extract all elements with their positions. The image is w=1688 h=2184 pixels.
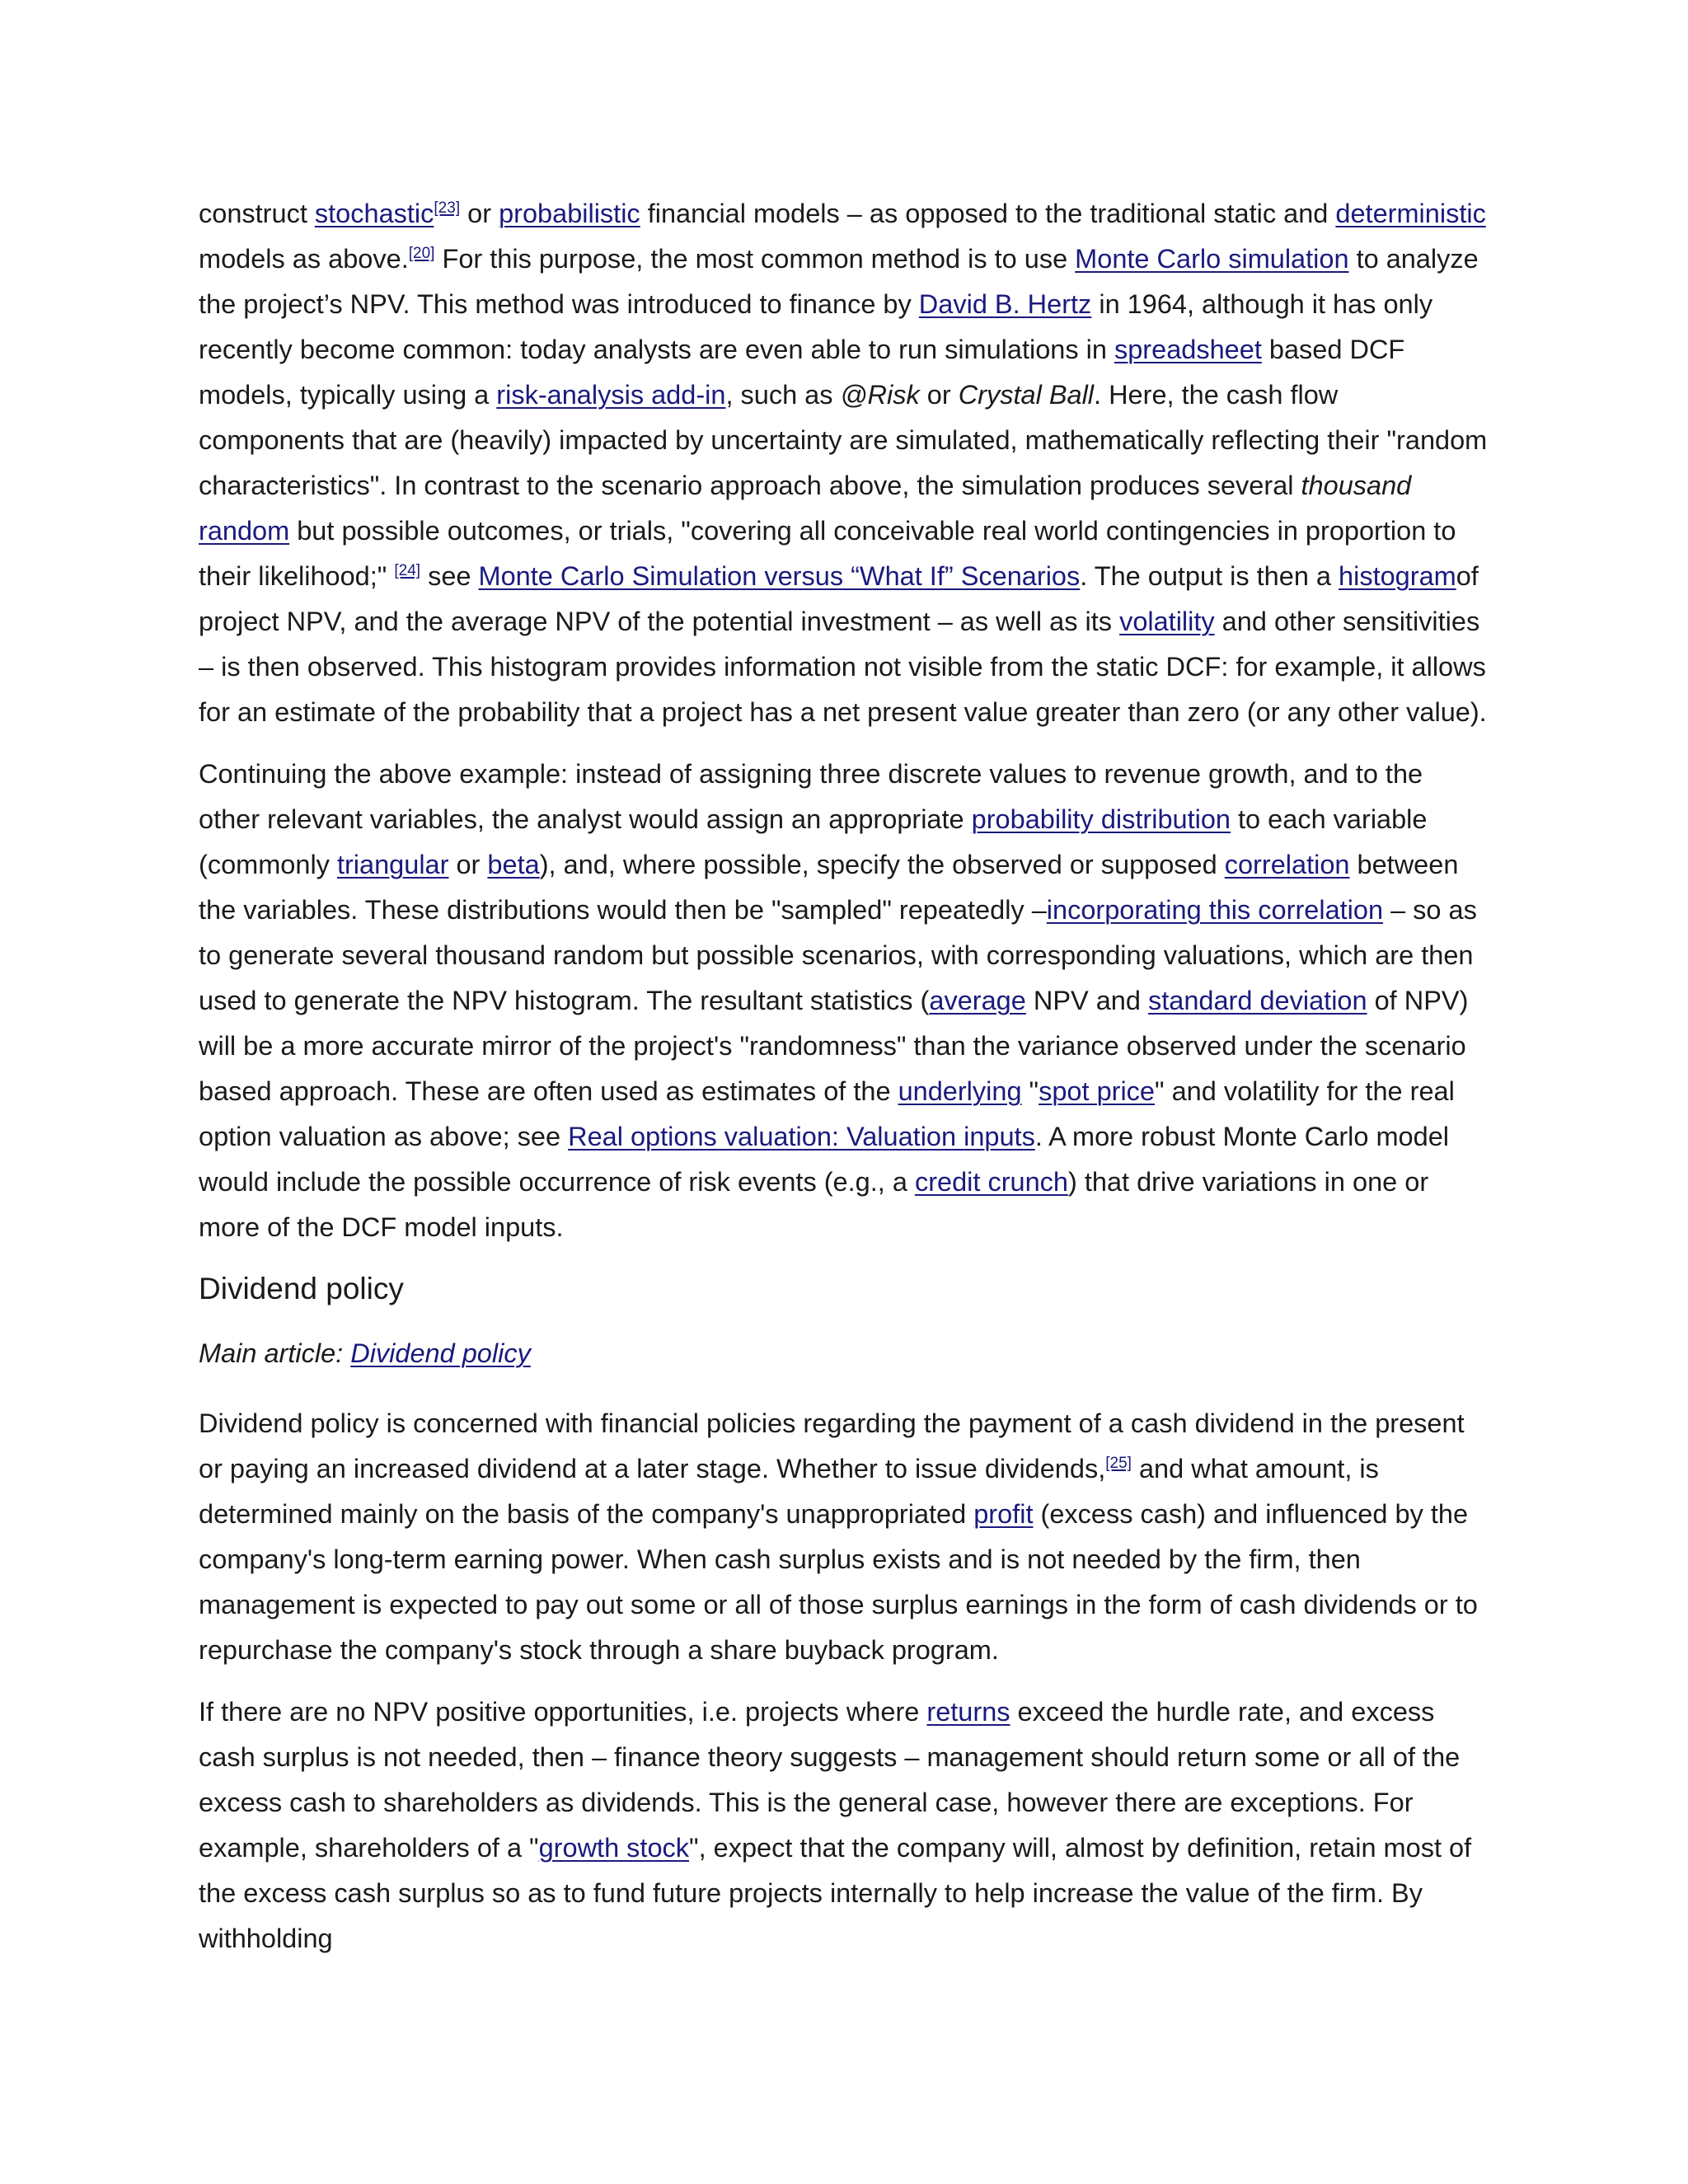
ref-link-20[interactable]: [20] <box>408 245 435 263</box>
main-article-note: Main article: Dividend policy <box>199 1338 531 1368</box>
section-heading-dividend-policy: Dividend policy <box>199 1272 404 1305</box>
link-histogram[interactable]: histogram <box>1339 561 1456 591</box>
ref-link-23[interactable]: [23] <box>434 199 461 218</box>
emphasis-thousand: thousand <box>1301 471 1412 500</box>
link-risk-analysis-add-in[interactable]: risk-analysis add-in <box>496 380 726 410</box>
link-probabilistic[interactable]: probabilistic <box>499 199 640 228</box>
link-beta[interactable]: beta <box>487 850 540 879</box>
link-monte-carlo-simulation[interactable]: Monte Carlo simulation <box>1075 244 1349 274</box>
link-profit[interactable]: profit <box>973 1499 1034 1529</box>
document-body <box>199 191 1489 1961</box>
paragraph-dividend-policy: Dividend policy is concerned with financial policies regarding the payment of a cash dividend in the present or paying an increased dividend at a later stage. Whether to issue dividends,[25] and what amount, is determined mainly on the basis of the company's unappropriated profit (excess cash) and influenced by the company's long-term earning power. When cash surplus exists and is not needed by the firm, then management is expected to pay out some or all of those surplus earnings in the form of cash dividends or to repurchase the company's stock through a share buyback program. <box>199 1408 1478 1665</box>
link-dividend-policy-main[interactable]: Dividend policy <box>350 1338 531 1368</box>
reference-23 <box>434 199 460 217</box>
link-spreadsheet[interactable]: spreadsheet <box>1114 335 1262 364</box>
link-volatility[interactable]: volatility <box>1119 607 1215 636</box>
link-credit-crunch[interactable]: credit crunch <box>914 1167 1068 1197</box>
link-probability-distribution[interactable]: probability distribution <box>971 804 1231 834</box>
reference-25 <box>1105 1455 1132 1472</box>
reference-24 <box>394 562 420 579</box>
link-random[interactable]: random <box>199 516 290 546</box>
link-growth-stock[interactable]: growth stock <box>538 1833 690 1863</box>
ref-link-24[interactable]: [24] <box>394 562 421 580</box>
product-risk: @Risk <box>840 380 920 410</box>
link-standard-deviation[interactable]: standard deviation <box>1147 986 1367 1015</box>
ref-link-25[interactable]: [25] <box>1105 1455 1132 1473</box>
link-deterministic[interactable]: deterministic <box>1335 199 1486 228</box>
link-david-b-hertz[interactable]: David B. Hertz <box>918 289 1092 319</box>
link-spot-price[interactable]: spot price <box>1039 1076 1156 1106</box>
paragraph-npv-opportunities: If there are no NPV positive opportunities, i.e. projects where returns exceed the hurdle rate, and excess cash surplus is not needed, then – finance theory suggests – management should return some or all of the excess cash to shareholders as dividends. This is the general case, however there are exceptions. For example, shareholders of a "growth stock", expect that the company will, almost by definition, retain most of the excess cash surplus so as to fund future projects internally to help increase the value of the firm. By withholding <box>199 1697 1472 1953</box>
link-average[interactable]: average <box>929 986 1026 1015</box>
link-incorporating-correlation[interactable]: incorporating this correlation <box>1046 895 1384 925</box>
product-crystal-ball: Crystal Ball <box>958 380 1095 410</box>
paragraph-monte-carlo: construct stochastic[23] or probabilistic financial models – as opposed to the traditional static and deterministic models as above.[20] For this purpose, the most common method is to use Monte Carlo simulation to analyze the project’s NPV. This method was introduced to finance by David B. Hertz in 1964, although it has only recently become common: today analysts are even able to run simulations in spreadsheet based DCF models, typically using a risk-analysis add-in, such as @Risk or Crystal Ball. Here, the cash flow components that are (heavily) impacted by uncertainty are simulated, mathematically reflecting their "random characteristics". In contrast to the scenario approach above, the simulation produces several thousand random but possible outcomes, or trials, "covering all conceivable real world contingencies in proportion to their likelihood;" [24] see Monte Carlo Simulation versus “What If” Scenarios. The output is then a histogramof project NPV, and the average NPV of the potential investment – as well as its volatility and other sensitivities – is then observed. This histogram provides information not visible from the static DCF: for example, it allows for an estimate of the probability that a project has a net present value greater than zero (or any other value). <box>199 199 1488 727</box>
link-stochastic[interactable]: stochastic <box>314 199 434 228</box>
link-real-options-valuation[interactable]: Real options valuation: Valuation inputs <box>568 1122 1035 1151</box>
link-underlying[interactable]: underlying <box>898 1076 1022 1106</box>
reference-20 <box>409 245 435 262</box>
link-monte-carlo-vs-what-if[interactable]: Monte Carlo Simulation versus “What If” Scenarios <box>478 561 1081 591</box>
link-correlation[interactable]: correlation <box>1224 850 1350 879</box>
link-triangular[interactable]: triangular <box>336 850 449 879</box>
paragraph-continuing-example: Continuing the above example: instead of assigning three discrete values to revenue growth, and to the other relevant variables, the analyst would assign an appropriate probability distribution to each variable (commonly triangular or beta), and, where possible, specify the observed or supposed correlation between the variables. These distributions would then be "sampled" repeatedly –incorporating this correlation – so as to generate several thousand random but possible scenarios, with corresponding valuations, which are then used to generate the NPV histogram. The resultant statistics (average NPV and standard deviation of NPV) will be a more accurate mirror of the project's "randomness" than the variance observed under the scenario based approach. These are often used as estimates of the underlying "spot price" and volatility for the real option valuation as above; see Real options valuation: Valuation inputs. A more robust Monte Carlo model would include the possible occurrence of risk events (e.g., a credit crunch) that drive variations in one or more of the DCF model inputs. <box>199 759 1477 1242</box>
link-returns[interactable]: returns <box>926 1697 1010 1727</box>
